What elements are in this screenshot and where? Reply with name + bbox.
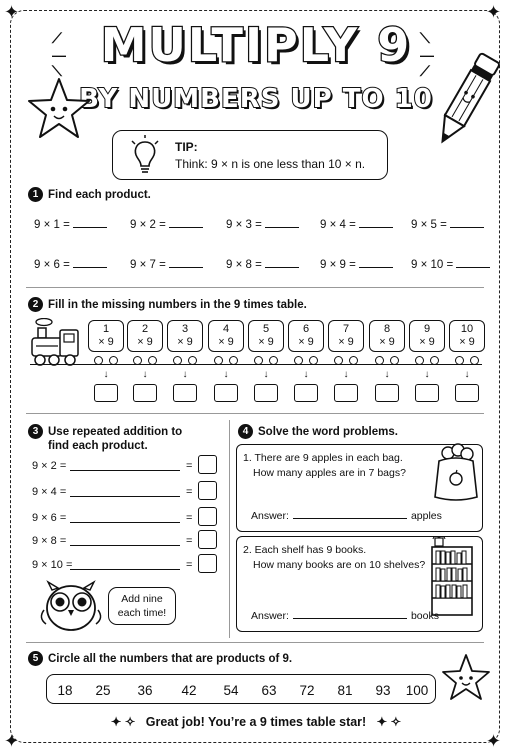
- equals-sign: =: [186, 460, 193, 472]
- speech-bubble: Add nine each time!: [108, 587, 176, 625]
- product-problem: 9 × 8 =: [226, 257, 299, 271]
- down-arrow-icon: ↓: [142, 369, 148, 380]
- answer-box[interactable]: [198, 554, 217, 573]
- answer-box[interactable]: [198, 507, 217, 526]
- section-title: Circle all the numbers that are products of 9.: [48, 653, 293, 665]
- down-arrow-icon: ↓: [263, 369, 269, 380]
- wheel-icon: [229, 356, 238, 365]
- answer-box[interactable]: [254, 384, 278, 402]
- wheel-icon: [375, 356, 384, 365]
- tip-label: TIP:: [175, 140, 198, 154]
- wheel-icon: [269, 356, 278, 365]
- answer-blank[interactable]: [265, 217, 299, 228]
- train-car: 8 × 9: [369, 320, 405, 352]
- star-icon: ✦: [486, 2, 502, 22]
- repeated-addition-problem: 9 × 8 =: [32, 535, 67, 547]
- section-title: Find each product.: [48, 189, 151, 201]
- column-divider: [229, 420, 230, 638]
- down-arrow-icon: ↓: [182, 369, 188, 380]
- wheel-icon: [133, 356, 142, 365]
- work-line[interactable]: [70, 545, 180, 546]
- answer-box[interactable]: [214, 384, 238, 402]
- answer-box[interactable]: [455, 384, 479, 402]
- wheel-icon: [430, 356, 439, 365]
- wheel-icon: [188, 356, 197, 365]
- answer-box[interactable]: [294, 384, 318, 402]
- answer-box[interactable]: [198, 530, 217, 549]
- repeated-addition-problem: 9 × 2 =: [32, 460, 67, 472]
- down-arrow-icon: ↓: [103, 369, 109, 380]
- section-title: Use repeated addition to find each product.: [48, 426, 183, 452]
- number-choice[interactable]: 72: [299, 683, 315, 698]
- train-car: 2 × 9: [127, 320, 163, 352]
- work-line[interactable]: [70, 569, 180, 570]
- answer-blank[interactable]: [169, 217, 203, 228]
- section-number: 4: [238, 424, 253, 439]
- answer-blank[interactable]: [359, 217, 393, 228]
- train-car: 9 × 9: [409, 320, 445, 352]
- down-arrow-icon: ↓: [223, 369, 229, 380]
- wheel-icon: [349, 356, 358, 365]
- answer-box[interactable]: [415, 384, 439, 402]
- train-car: 10 × 9: [449, 320, 485, 352]
- star-icon: ✦: [4, 2, 20, 22]
- answer-box[interactable]: [198, 455, 217, 474]
- tip-box: [112, 130, 388, 180]
- title-line-1: MULTIPLY 9: [100, 18, 412, 72]
- answer-blank[interactable]: [456, 257, 490, 268]
- spark-icon: ⟋ — ⟍: [52, 30, 66, 79]
- number-choices-box: [46, 674, 436, 704]
- equals-sign: =: [186, 535, 193, 547]
- wheel-icon: [390, 356, 399, 365]
- wheel-icon: [470, 356, 479, 365]
- product-problem: 9 × 5 =: [411, 217, 484, 231]
- section-number: 1: [28, 187, 43, 202]
- title-line-2: BY NUMBERS UP TO 10: [79, 84, 433, 114]
- word-problem-text: 2. Each shelf has 9 books. How many books are on 10 shelves?: [243, 544, 426, 571]
- repeated-addition-problem: 9 × 6 =: [32, 512, 67, 524]
- footer-message: [0, 714, 512, 729]
- section-number: 3: [28, 424, 43, 439]
- answer-blank[interactable]: [359, 257, 393, 268]
- section-title: Solve the word problems.: [258, 426, 398, 438]
- down-arrow-icon: ↓: [343, 369, 349, 380]
- train-car: 6 × 9: [288, 320, 324, 352]
- number-choice[interactable]: 100: [405, 683, 429, 698]
- star-icon: ✦: [4, 731, 20, 751]
- product-problem: 9 × 6 =: [34, 257, 107, 271]
- number-choice[interactable]: 93: [375, 683, 391, 698]
- wheel-icon: [309, 356, 318, 365]
- wheel-icon: [415, 356, 424, 365]
- wheel-icon: [294, 356, 303, 365]
- owl-icon: [38, 580, 106, 632]
- down-arrow-icon: ↓: [464, 369, 470, 380]
- lightbulb-icon: [127, 133, 163, 177]
- train-car: 1 × 9: [88, 320, 124, 352]
- answer-box[interactable]: [198, 481, 217, 500]
- wheel-icon: [173, 356, 182, 365]
- down-arrow-icon: ↓: [303, 369, 309, 380]
- product-problem: 9 × 1 =: [34, 217, 107, 231]
- answer-row: Answer: apples: [251, 510, 442, 522]
- product-problem: 9 × 7 =: [130, 257, 203, 271]
- word-problem-box: [236, 444, 483, 532]
- pencil-icon: [432, 44, 502, 154]
- train-car: 4 × 9: [208, 320, 244, 352]
- smiling-star-icon: [440, 652, 492, 702]
- smiling-star-icon: [26, 76, 92, 140]
- answer-blank[interactable]: [169, 257, 203, 268]
- answer-box[interactable]: [94, 384, 118, 402]
- train-car: 7 × 9: [328, 320, 364, 352]
- wheel-icon: [334, 356, 343, 365]
- wheel-icon: [148, 356, 157, 365]
- train-car: 3 × 9: [167, 320, 203, 352]
- equals-sign: =: [186, 559, 193, 571]
- product-problem: 9 × 4 =: [320, 217, 393, 231]
- sparkle-icon: ✦ ✧: [376, 715, 402, 729]
- wheel-icon: [94, 356, 103, 365]
- work-line[interactable]: [70, 522, 180, 523]
- section-title: Fill in the missing numbers in the 9 times table.: [48, 299, 307, 311]
- product-problem: 9 × 9 =: [320, 257, 393, 271]
- divider: [26, 413, 484, 414]
- product-problem: 9 × 2 =: [130, 217, 203, 231]
- equals-sign: =: [186, 512, 193, 524]
- wheel-icon: [455, 356, 464, 365]
- train-engine-icon: [30, 318, 82, 368]
- number-choice[interactable]: 42: [181, 683, 197, 698]
- down-arrow-icon: ↓: [384, 369, 390, 380]
- divider: [26, 287, 484, 288]
- answer-blank[interactable]: [73, 217, 107, 228]
- wheel-icon: [214, 356, 223, 365]
- product-problem: 9 × 10 =: [411, 257, 490, 271]
- train-car: 5 × 9: [248, 320, 284, 352]
- answer-line[interactable]: [293, 509, 407, 519]
- wheel-icon: [254, 356, 263, 365]
- word-problem-text: 1. There are 9 apples in each bag. How many apples are in 7 bags?: [243, 452, 406, 479]
- answer-blank[interactable]: [265, 257, 299, 268]
- word-problem-box: [236, 536, 483, 632]
- section-number: 2: [28, 297, 43, 312]
- repeated-addition-problem: 9 × 4 =: [32, 486, 67, 498]
- answer-line[interactable]: [293, 609, 407, 619]
- equals-sign: =: [186, 486, 193, 498]
- number-choice[interactable]: 18: [57, 683, 73, 698]
- number-choice[interactable]: 81: [337, 683, 353, 698]
- answer-blank[interactable]: [450, 217, 484, 228]
- divider: [26, 642, 484, 643]
- number-choice[interactable]: 25: [95, 683, 111, 698]
- spark-icon: ⟍ — ⟋: [420, 30, 434, 79]
- answer-blank[interactable]: [73, 257, 107, 268]
- down-arrow-icon: ↓: [424, 369, 430, 380]
- bookshelf-icon: [429, 537, 477, 617]
- answer-box[interactable]: [173, 384, 197, 402]
- star-icon: ✦: [486, 731, 502, 751]
- repeated-addition-problem: 9 × 10 =: [32, 559, 73, 571]
- answer-box[interactable]: [334, 384, 358, 402]
- answer-row: Answer: books: [251, 610, 439, 622]
- number-choice[interactable]: 36: [137, 683, 153, 698]
- number-choice[interactable]: 54: [223, 683, 239, 698]
- tip-text: Think: 9 × n is one less than 10 × n.: [175, 157, 366, 171]
- answer-box[interactable]: [375, 384, 399, 402]
- wheel-icon: [109, 356, 118, 365]
- work-line[interactable]: [70, 470, 180, 471]
- sparkle-icon: ✦ ✧: [110, 715, 136, 729]
- section-number: 5: [28, 651, 43, 666]
- answer-box[interactable]: [133, 384, 157, 402]
- footer-text: Great job! You’re a 9 times table star!: [145, 715, 367, 729]
- apple-bag-icon: [431, 441, 481, 503]
- number-choice[interactable]: 63: [261, 683, 277, 698]
- product-problem: 9 × 3 =: [226, 217, 299, 231]
- work-line[interactable]: [70, 496, 180, 497]
